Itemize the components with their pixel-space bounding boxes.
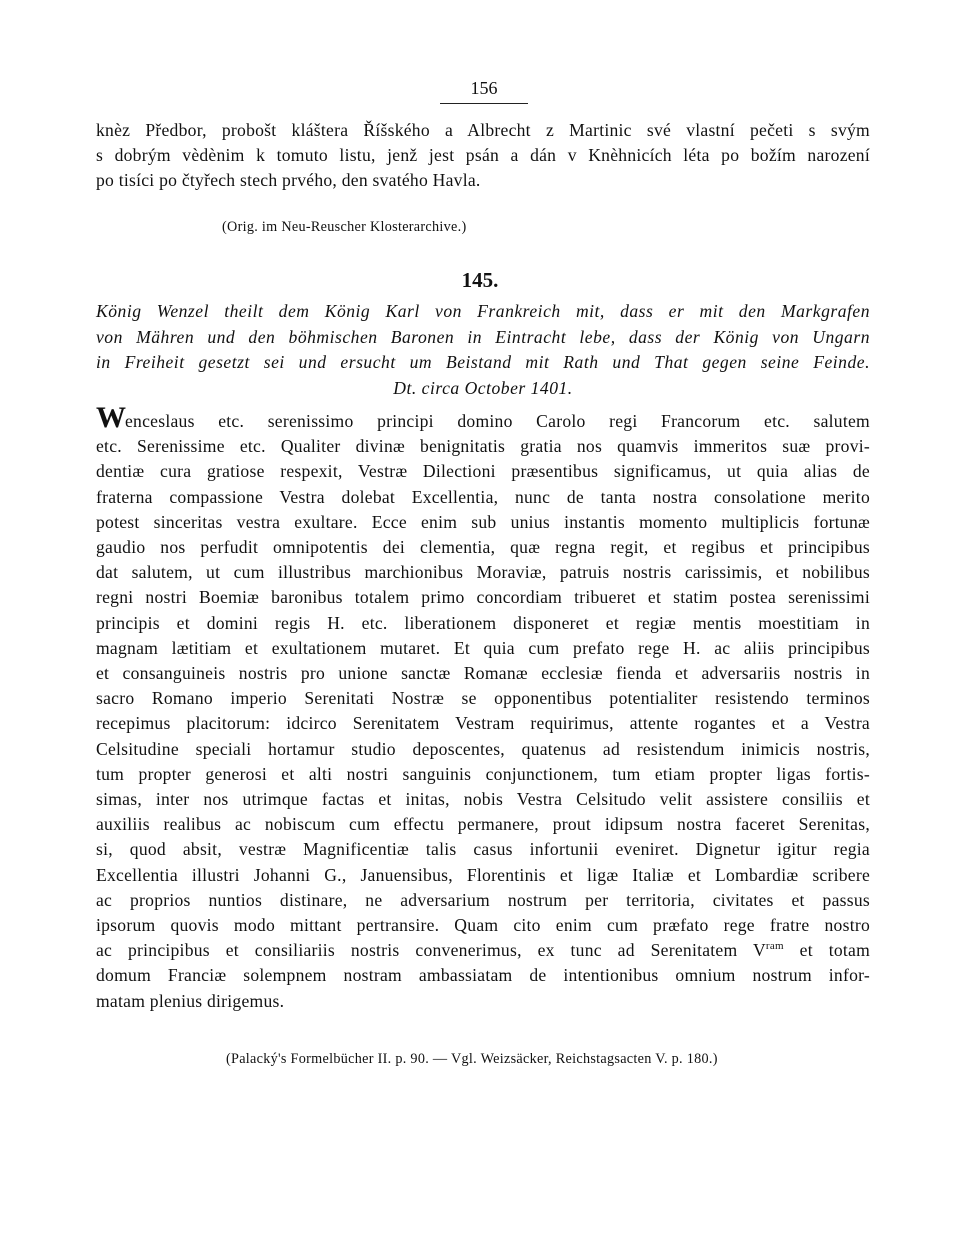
initial-letter: W (96, 401, 125, 434)
page-number: 156 (470, 78, 498, 98)
text-line (96, 938, 870, 963)
text-line: domum Franciæ solempnem nostram ambassiatam de intentionibus omnium nostrum infor- (96, 965, 870, 986)
text-line (96, 401, 870, 434)
text-line: sacro Romano imperio Serenitati Nostræ se opponentibus potentialiter resistendo terminos (96, 688, 870, 709)
text-line: knèz Předbor, probošt kláštera Říšského a Albrecht z Martinic své vlastní pečeti s svým (96, 120, 870, 140)
text-line: ac proprios nuntios distinare, ne adversarium nostrum per territoria, civitates et passus (96, 889, 870, 910)
document-date: Dt. circa October 1401. (393, 377, 573, 398)
text-line: auxiliis realibus ac nobiscum cum effectu permanere, prout idipsum nostra faceret Serenitas, (96, 814, 870, 835)
text-line-end: et totam (783, 940, 871, 961)
text-line: ipsorum quovis modo mittant pertransire. Quam cito enim cum præfato rege fratre nostro (96, 915, 870, 936)
summary-line: in Freiheit gesetzt sei und ersucht um Beistand mit Rath und That gegen seine Feinde. (96, 352, 870, 372)
text-line: s dobrým vèdènim k tomuto listu, jenž jest psán a dán v Knèhnicích léta po božím narození (96, 145, 870, 166)
text-line: fraterna compassione Vestra dolebat Excellentia, nunc de tanta nostra consolatione merito (96, 486, 870, 507)
text-line-rest: enceslaus etc. serenissimo principi domino Carolo regi Francorum etc. salutem (125, 411, 870, 431)
text-line: simas, inter nos utrimque factas et initas, nobis Vestra Celsitudo velit assistere consiliis et (96, 789, 870, 810)
text-line: matam plenius dirigemus. (96, 990, 285, 1011)
text-line: etc. Serenissime etc. Qualiter divinæ benignitatis gratia nos quamvis immeritos suæ provi- (96, 436, 870, 457)
czech-paragraph (96, 118, 870, 194)
summary-line: König Wenzel theilt dem König Karl von Frankreich mit, dass er mit den Markgrafen (96, 301, 870, 321)
text-line: Celsitudine speciali hortamur studio deposcentes, quatenus ad resistendum inimicis nostris, (96, 738, 870, 759)
text-line: et consanguineis nostris pro unione sanctæ Romanæ ecclesiæ fienda et adversariis nostris in (96, 663, 870, 684)
text-line: si, quod absit, vestræ Magnificentiæ talis casus infortunii eveniret. Dignetur igitur regia (96, 839, 870, 860)
text-line: recepimus placitorum: idcirco Serenitatem Vestram requirimus, attente rogantes et a Vestra (96, 713, 870, 734)
source-note: (Palacký's Formelbücher II. p. 90. — Vgl. Weizsäcker, Reichstagsacten V. p. 180.) (226, 1051, 718, 1067)
text-line: po tisíci po čtyřech stech prvého, den svatého Havla. (96, 170, 481, 191)
text-line: gaudio nos perfudit omnipotentis dei clementia, quæ regna regit, et regibus et principibus (96, 537, 870, 558)
summary-line: von Mähren und den böhmischen Baronen in Eintracht lebe, dass der König von Ungarn (96, 326, 870, 347)
source-note: (Orig. im Neu-Reuscher Klosterarchive.) (222, 219, 467, 235)
text-line: dat salutem, ut cum illustribus marchionibus Moraviæ, patruis nostris carissimis, et nobilibus (96, 562, 870, 583)
text-line-start: ac principibus et consiliariis nostris convenerimus, ex tunc ad Serenitatem V (96, 940, 766, 961)
text-line: potest sinceritas vestra exultare. Ecce enim sub unius instantis momento multiplicis fortunæ (96, 511, 870, 532)
page-number-rule (440, 103, 528, 104)
text-line: Excellentia illustri Johanni G., Januensibus, Florentinis et ligæ Italiæ et Lombardiæ scribere (96, 864, 870, 885)
document-summary (96, 299, 870, 401)
text-line: regni nostri Boemiæ baronibus totalem primo concordiam tribueret et statim postea serenissimi (96, 587, 870, 608)
text-line: magnam lætitiam et exultationem mutaret. Et quia cum prefato rege H. ac aliis principibus (96, 637, 870, 658)
document-number: 145. (461, 268, 499, 292)
text-line: tum propter generosi et alti nostri sanguinis conjunctionem, tum etiam propter ligas fortis- (96, 763, 870, 784)
latin-text (96, 401, 871, 1014)
text-line: dentiæ cura gratiose respexit, Vestræ Dilectioni præsentibus significamus, ut quia alias de (96, 461, 870, 482)
superscript-abbreviation: ram (765, 940, 784, 953)
text-line: principis et domini regis H. etc. liberationem disponeret et regiæ mentis moestitiam in (96, 612, 870, 633)
